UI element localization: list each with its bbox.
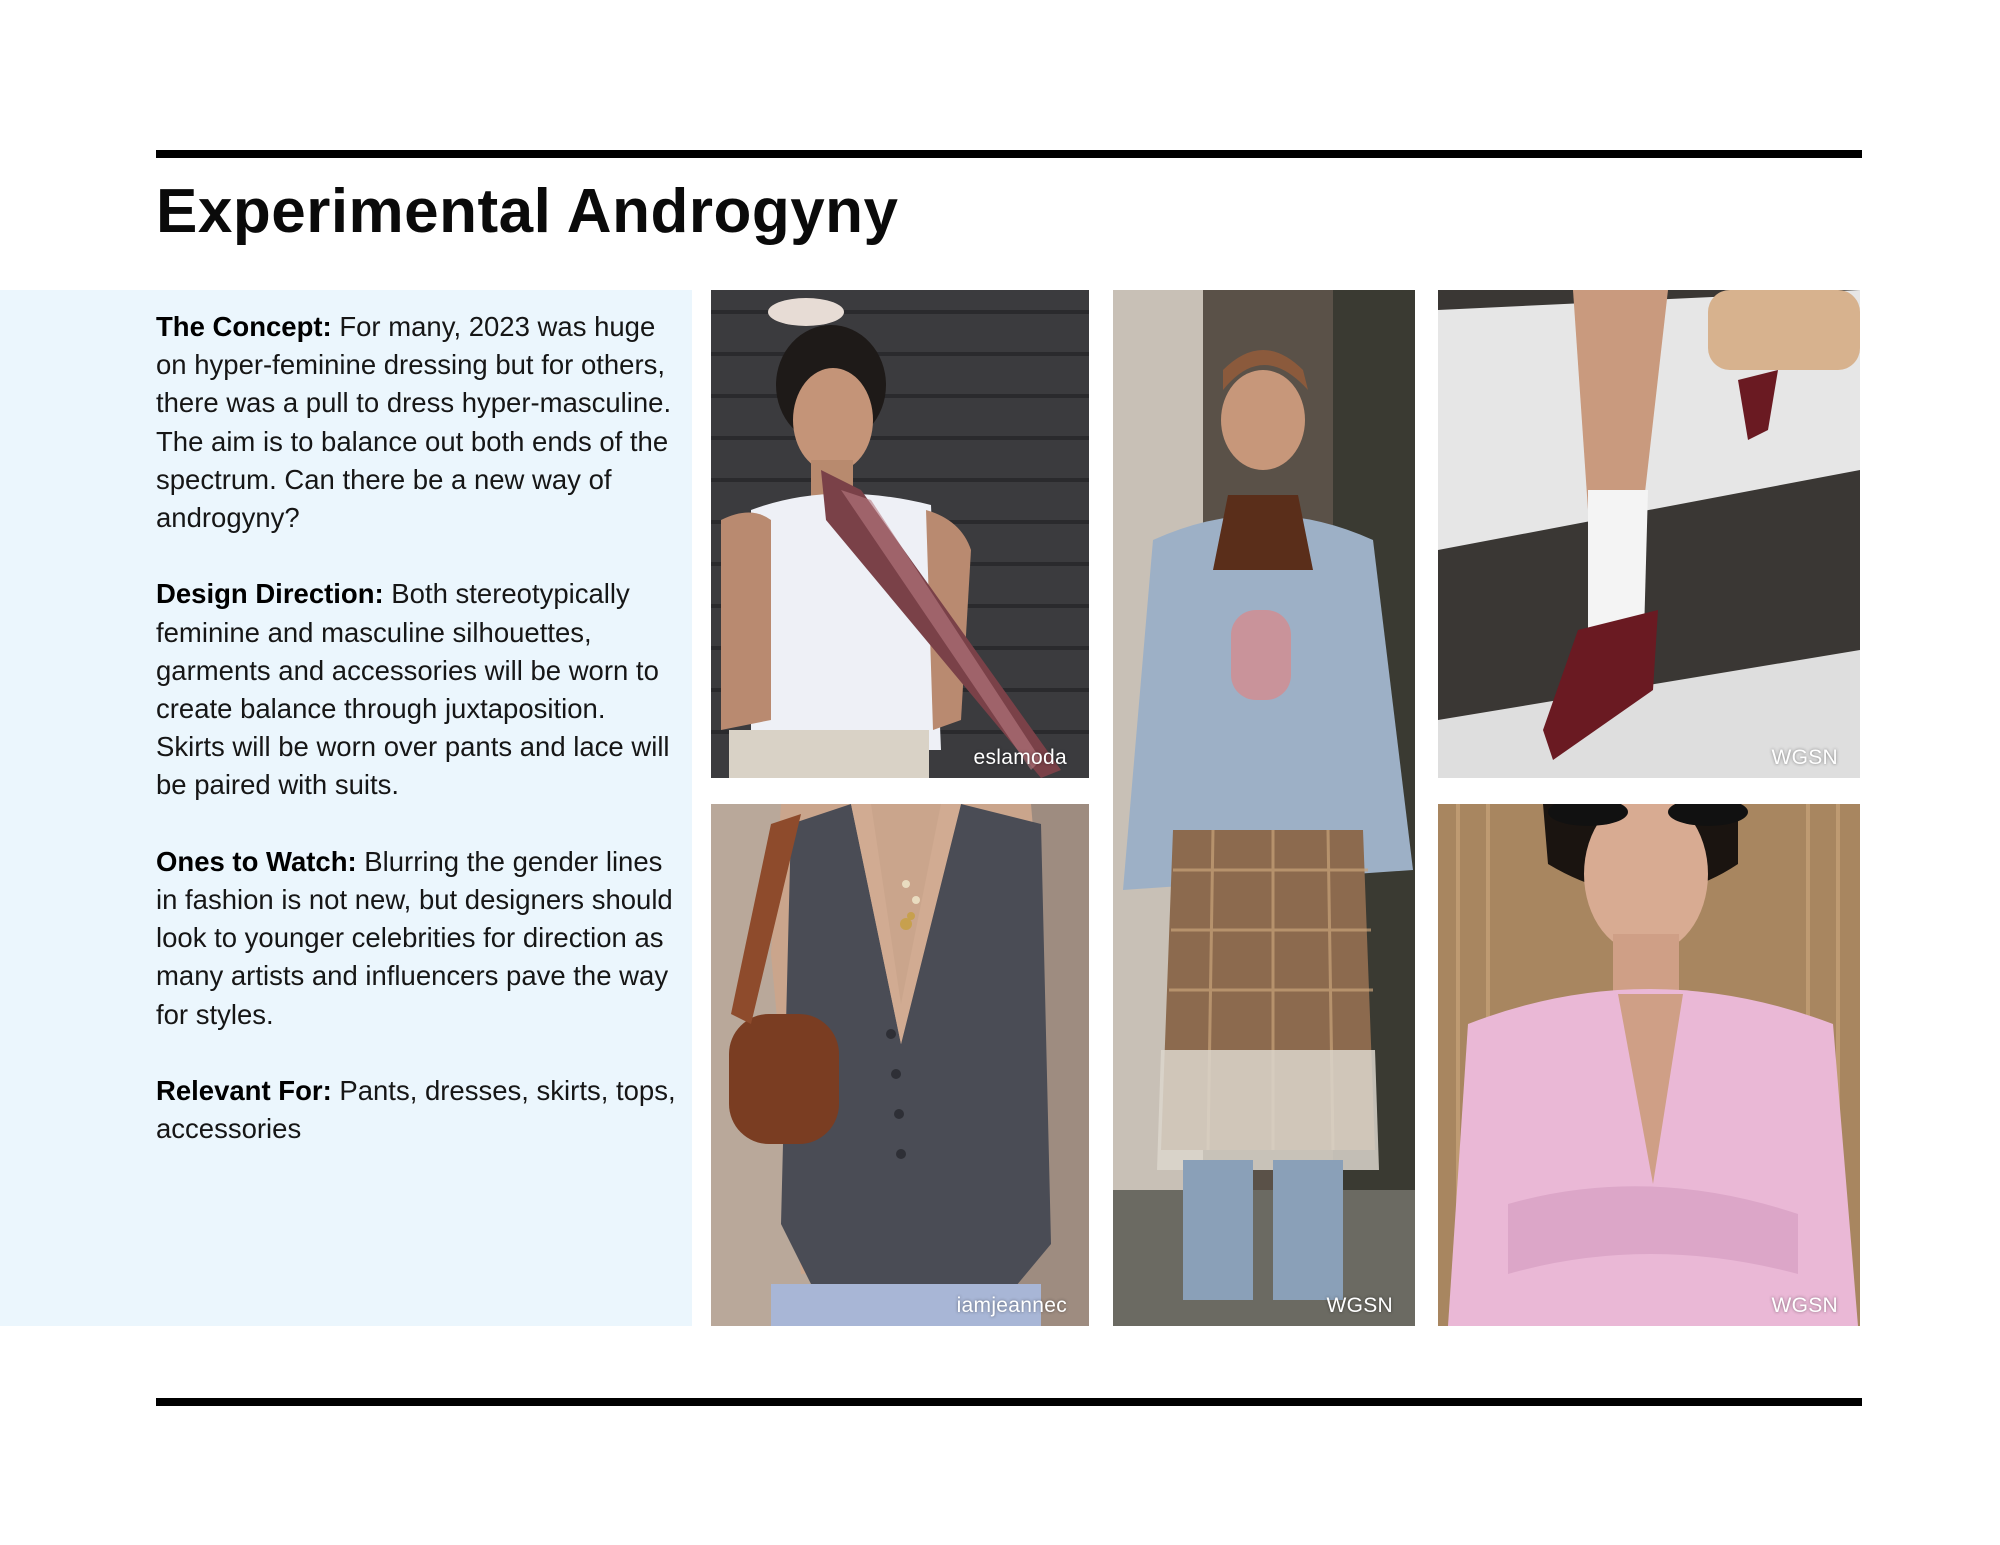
photo-scarf-tie-look <box>711 290 1089 778</box>
photo-socks-heels-illustration <box>1438 290 1860 778</box>
photo-vest-necklaces-look <box>711 804 1089 1326</box>
design-direction-paragraph <box>156 575 676 804</box>
relevant-for-text: Pants, dresses, skirts, tops, accessories <box>156 1075 676 1145</box>
photo-socks-heels-look <box>1438 290 1860 778</box>
photo-denim-lace-skirt-look <box>1113 290 1415 1326</box>
concept-paragraph <box>156 308 676 537</box>
page-title: Experimental Androgyny <box>156 177 899 246</box>
trend-description <box>156 308 676 1187</box>
photo-credit-wgsn: WGSN <box>1326 1294 1393 1317</box>
relevant-for-label: Relevant For: <box>156 1075 332 1107</box>
bottom-divider-line <box>156 1398 1862 1406</box>
concept-text: For many, 2023 was huge on hyper-feminine dressing but for others, there was a pull to dress hyper-masculine. The aim is to balance out both ends of the spectrum. Can there be a new way of androgyny? <box>156 311 672 534</box>
concept-label: The Concept: <box>156 311 332 342</box>
photo-credit-eslamoda: eslamoda <box>973 746 1067 769</box>
photo-denim-skirt-illustration <box>1113 290 1415 1326</box>
photo-credit-iamjeannec: iamjeannec <box>956 1294 1067 1317</box>
photo-pink-blazer-look <box>1438 804 1860 1326</box>
design-direction-label: Design Direction: <box>156 578 384 610</box>
photo-credit-wgsn: WGSN <box>1771 746 1838 769</box>
photo-vest-illustration <box>711 804 1089 1326</box>
relevant-for-paragraph <box>156 1072 676 1148</box>
top-divider-line <box>156 150 1862 158</box>
ones-to-watch-paragraph <box>156 843 676 1034</box>
ones-to-watch-label: Ones to Watch: <box>156 845 357 877</box>
ones-to-watch-text: Blurring the gender lines in fashion is not new, but designers should look to younger celebrities for direction as many artists and influencers pave the way for styles. <box>156 845 673 1030</box>
photo-credit-wgsn: WGSN <box>1771 1294 1838 1317</box>
photo-pink-blazer-illustration <box>1438 804 1860 1326</box>
design-direction-text: Both stereotypically feminine and masculine silhouettes, garments and accessories will be worn to create balance through juxtaposition. Skirts will be worn over pants and lace will be paired with suits. <box>156 578 670 801</box>
photo-scarf-tie-illustration <box>711 290 1089 778</box>
